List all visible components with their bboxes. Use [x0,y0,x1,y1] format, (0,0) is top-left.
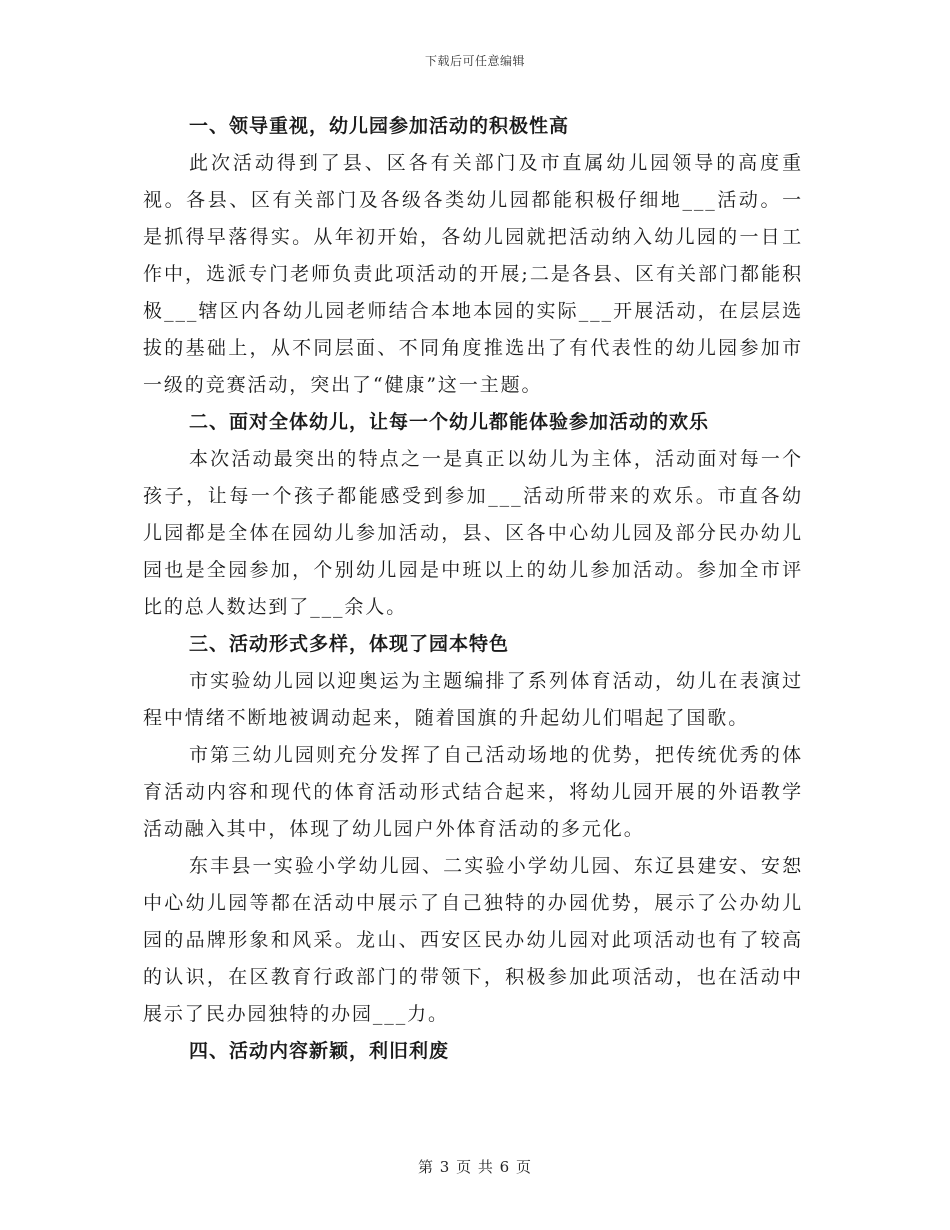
section-heading: 四、活动内容新颖，利旧利废 [189,1040,450,1062]
page-number: 第 3 页 共 6 页 [418,1158,532,1176]
section-heading: 三、活动形式多样，体现了园本特色 [189,633,510,655]
section-heading: 二、面对全体幼儿，让每一个幼儿都能体验参加活动的欢乐 [189,411,710,433]
document-body [143,108,803,1070]
paragraph: 本次活动最突出的特点之一是真正以幼儿为主体，活动面对每一个孩子，让每一个孩子都能感受到参加___活动所带来的欢乐。市直各幼儿园都是全体在园幼儿参加活动，县、区各中心幼儿园及部分民办幼儿园也是全园参加，个别幼儿园是中班以上的幼儿参加活动。参加全市评比的总人数达到了___余人。 [143,448,803,618]
page-header-note: 下载后可任意编辑 [424,54,525,68]
paragraph: 市第三幼儿园则充分发挥了自己活动场地的优势，把传统优秀的体育活动内容和现代的体育活动形式结合起来，将幼儿园开展的外语教学活动融入其中，体现了幼儿园户外体育活动的多元化。 [143,744,803,840]
paragraph: 此次活动得到了县、区各有关部门及市直属幼儿园领导的高度重视。各县、区有关部门及各级各类幼儿园都能积极仔细地___活动。一是抓得早落得实。从年初开始，各幼儿园就把活动纳入幼儿园的一日工作中，选派专门老师负责此项活动的开展;二是各县、区有关部门都能积极___辖区内各幼儿园老师结合本地本园的实际___开展活动，在层层选拔的基础上，从不同层面、不同角度推选出了有代表性的幼儿园参加市一级的竞赛活动，突出了“健康”这一主题。 [143,152,803,396]
paragraph: 市实验幼儿园以迎奥运为主题编排了系列体育活动，幼儿在表演过程中情绪不断地被调动起来，随着国旗的升起幼儿们唱起了国歌。 [143,670,803,729]
section-heading: 一、领导重视，幼儿园参加活动的积极性高 [189,115,570,137]
paragraph: 东丰县一实验小学幼儿园、二实验小学幼儿园、东辽县建安、安恕中心幼儿园等都在活动中展示了自己独特的办园优势，展示了公办幼儿园的品牌形象和风采。龙山、西安区民办幼儿园对此项活动也有了较高的认识，在区教育行政部门的带领下，积极参加此项活动，也在活动中展示了民办园独特的办园___力。 [143,855,803,1025]
